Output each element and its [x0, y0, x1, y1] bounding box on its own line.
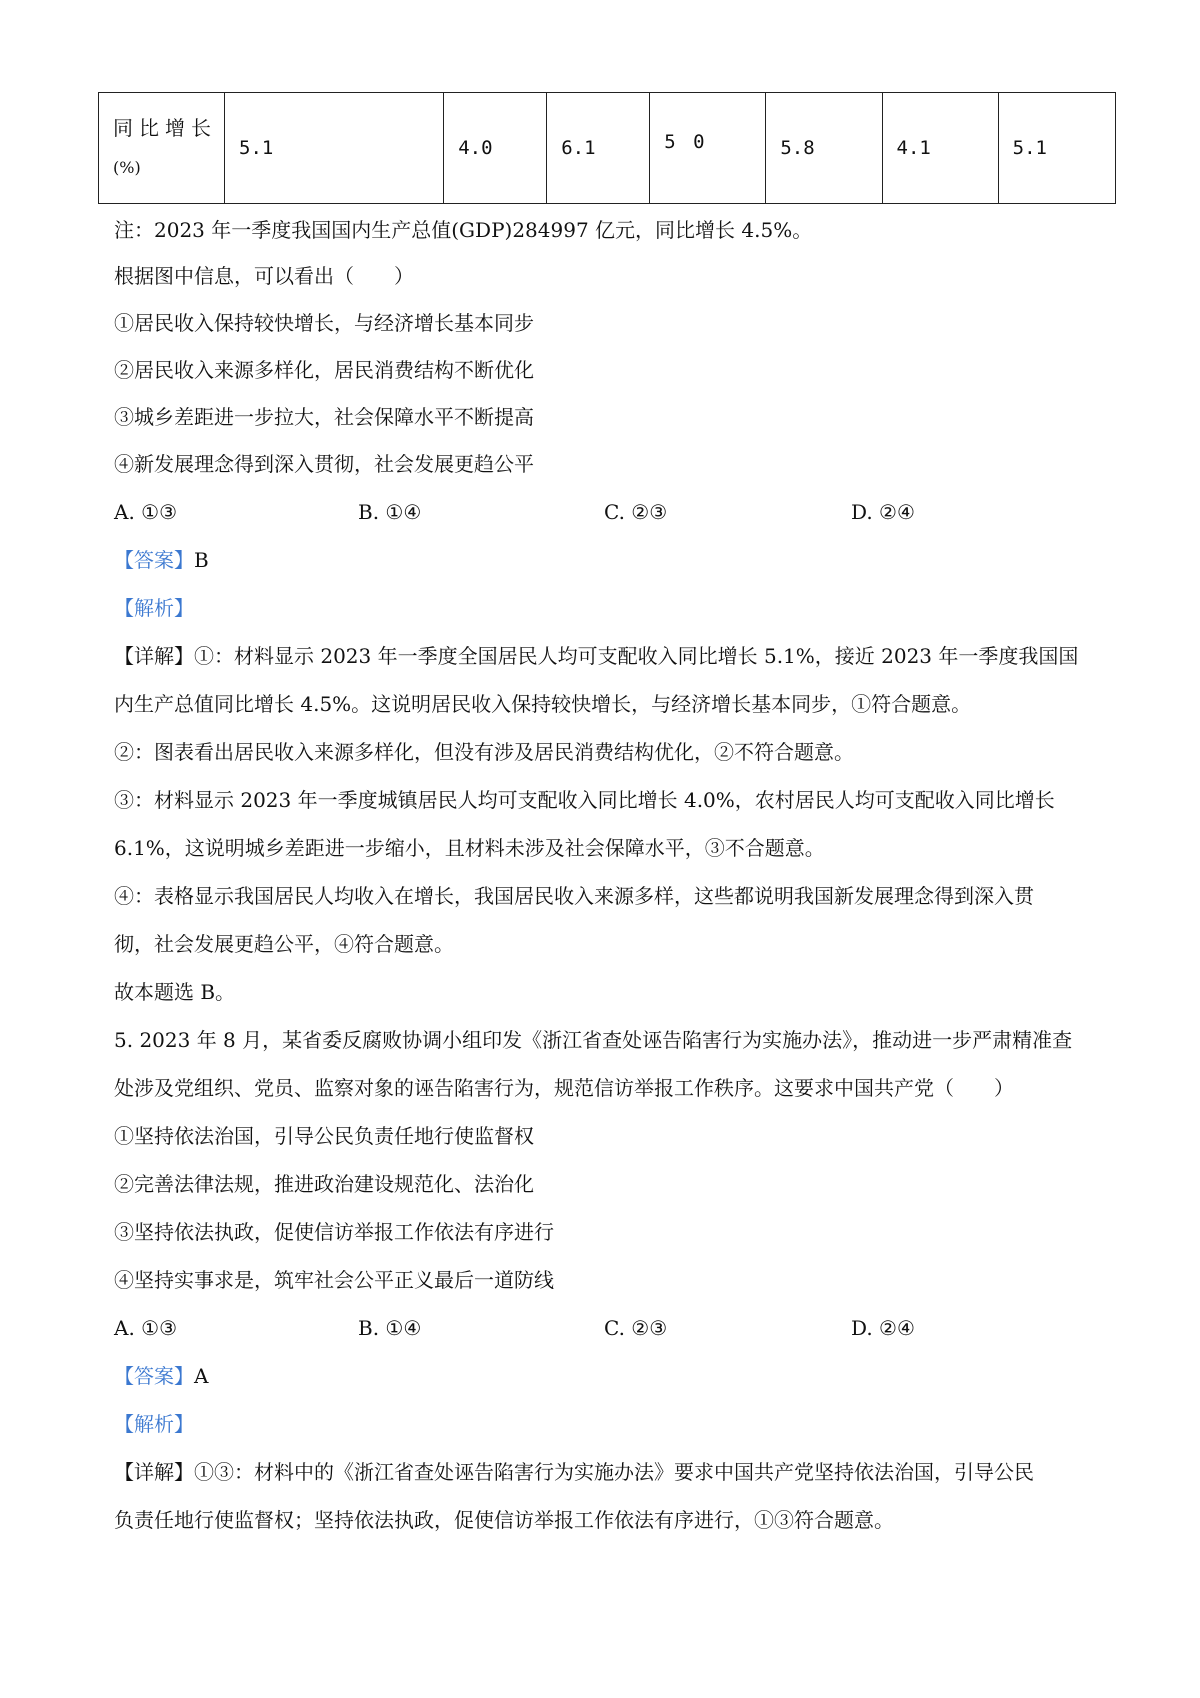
q5-answer — [114, 1362, 208, 1390]
q5-detail-line: 负责任地行使监督权；坚持依法执政，促使信访举报工作依法有序进行，①③符合题意。 — [114, 1508, 894, 1532]
income-growth-table — [98, 92, 1116, 204]
table-cell: 5 0 — [650, 93, 766, 204]
q5-option-b: B. ①④ — [358, 1316, 422, 1340]
q4-option-a: A. ①③ — [114, 500, 178, 524]
row-header: 同比增长 (%) — [99, 93, 225, 204]
q5-item: ④坚持实事求是，筑牢社会公平正义最后一道防线 — [114, 1268, 554, 1292]
q4-stem: 根据图中信息，可以看出（ ） — [114, 264, 414, 288]
q4-item: ①居民收入保持较快增长，与经济增长基本同步 — [114, 311, 534, 335]
answer-tag: 【答案】 — [114, 548, 194, 572]
answer-tag: 【答案】 — [114, 1364, 194, 1388]
table-cell: 5.1 — [998, 93, 1115, 204]
q4-detail-line: 6.1%，这说明城乡差距进一步缩小，且材料未涉及社会保障水平，③不合题意。 — [114, 836, 825, 860]
q5-option-d: D. ②④ — [851, 1316, 915, 1340]
q4-option-c: C. ②③ — [604, 500, 668, 524]
q4-item: ④新发展理念得到深入贯彻，社会发展更趋公平 — [114, 452, 534, 476]
answer-value: A — [194, 1364, 209, 1388]
table-note: 注：2023 年一季度我国国内生产总值(GDP)284997 亿元，同比增长 4.5%。 — [114, 218, 813, 242]
q4-conclusion: 故本题选 B。 — [114, 980, 236, 1004]
q4-detail-line: 内生产总值同比增长 4.5%。这说明居民收入保持较快增长，与经济增长基本同步，①符合题意。 — [114, 692, 972, 716]
q4-analysis-tag: 【解析】 — [114, 596, 194, 620]
q5-option-c: C. ②③ — [604, 1316, 668, 1340]
q4-detail-line: 【详解】①：材料显示 2023 年一季度全国居民人均可支配收入同比增长 5.1%，接近 2023 年一季度我国国 — [114, 644, 1079, 668]
table-cell: 5.8 — [766, 93, 882, 204]
q4-option-d: D. ②④ — [851, 500, 915, 524]
q5-detail-line: 【详解】①③：材料中的《浙江省查处诬告陷害行为实施办法》要求中国共产党坚持依法治国，引导公民 — [114, 1460, 1034, 1484]
table-row — [99, 93, 1116, 204]
q5-item: ②完善法律法规，推进政治建设规范化、法治化 — [114, 1172, 534, 1196]
q5-stem: 处涉及党组织、党员、监察对象的诬告陷害行为，规范信访举报工作秩序。这要求中国共产党（ ） — [114, 1076, 1014, 1100]
q4-detail-line: ④：表格显示我国居民人均收入在增长，我国居民收入来源多样，这些都说明我国新发展理念得到深入贯 — [114, 884, 1034, 908]
q4-item: ③城乡差距进一步拉大，社会保障水平不断提高 — [114, 405, 534, 429]
table-cell: 4.0 — [444, 93, 547, 204]
q4-answer — [114, 546, 209, 574]
q4-detail-line: ③：材料显示 2023 年一季度城镇居民人均可支配收入同比增长 4.0%，农村居民人均可支配收入同比增长 — [114, 788, 1055, 812]
q4-detail-line: ②：图表看出居民收入来源多样化，但没有涉及居民消费结构优化，②不符合题意。 — [114, 740, 854, 764]
q5-item: ③坚持依法执政，促使信访举报工作依法有序进行 — [114, 1220, 554, 1244]
q5-item: ①坚持依法治国，引导公民负责任地行使监督权 — [114, 1124, 534, 1148]
table-cell: 6.1 — [547, 93, 650, 204]
answer-value: B — [194, 548, 209, 572]
table-cell: 4.1 — [882, 93, 998, 204]
q4-option-b: B. ①④ — [358, 500, 422, 524]
detail-tag: 【详解】 — [114, 1460, 194, 1484]
q5-analysis-tag: 【解析】 — [114, 1412, 194, 1436]
q4-item: ②居民收入来源多样化，居民消费结构不断优化 — [114, 358, 534, 382]
table-cell: 5.1 — [225, 93, 444, 204]
q5-stem: 5. 2023 年 8 月，某省委反腐败协调小组印发《浙江省查处诬告陷害行为实施办法》，推动进一步严肃精准查 — [114, 1028, 1073, 1052]
q5-option-a: A. ①③ — [114, 1316, 178, 1340]
detail-tag: 【详解】 — [114, 644, 194, 668]
q4-detail-line: 彻，社会发展更趋公平，④符合题意。 — [114, 932, 454, 956]
